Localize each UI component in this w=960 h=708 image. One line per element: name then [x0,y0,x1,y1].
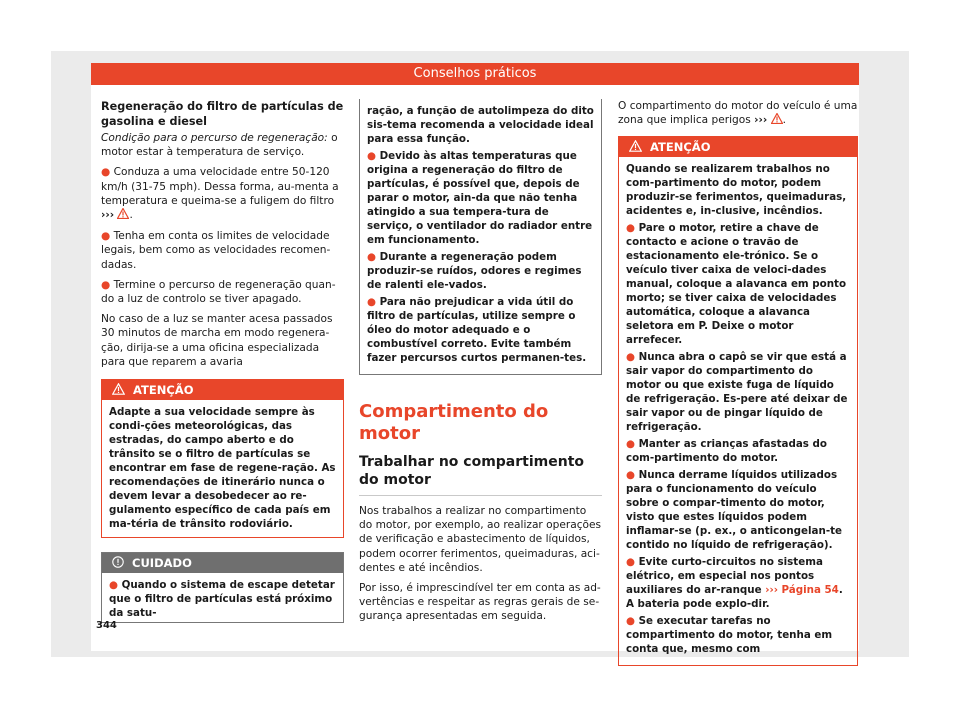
chapter-header: Conselhos práticos [91,63,859,85]
warning-header [619,137,857,157]
caution-bullet-text: Devido às altas temperaturas que origina a regeneração do filtro de partículas, é possível que, depois de parar o motor, ain-da que não tenha atingido a sua tempera-tura de serviço, o ventilador do radiador entre em funcionamento. [367,150,593,246]
warning-triangle-icon [629,138,642,158]
bullet-item: ● Termine o percurso de regeneração quan-do a luz de controlo se tiver apagado. [101,278,336,306]
warning-bullet: ● Nunca derrame líquidos utilizados para o funcionamento do veículo sobre o compar-timento do motor, visto que estes líquidos podem inflamar-se (p. ex., o anticongelan-te contido no líquido de refrigeração). [626,469,843,552]
warning-bullet-text: Evite curto-circuitos no sistema elétrico, em especial nos pontos auxiliares do ar-ranque [626,556,823,597]
caution-bullet-text: Para não prejudicar a vida útil do filtro de partículas, utilize sempre o óleo do motor adequado e o combustível correto. Evite também fazer percursos curtos permanen-tes. [367,296,587,364]
warning-body: Adapte a sua velocidade sempre às condi-ções meteorológicas, das estradas, do campo aberto e do trânsito se o filtro de partículas se encontrar em fase de regene-ração. As recomendações de itinerário nunca o devem levar a desobedecer ao re-gulamento específico de cada país em ma-téria de trânsito rodoviário. [109,406,336,531]
reference-arrows[interactable]: ››› [754,114,768,127]
caution-text: Quando o sistema de escape detetar que o filtro de partículas está próximo da satu- [109,579,335,620]
column-3 [618,99,858,666]
warning-intro: Quando se realizarem trabalhos no com-partimento do motor, podem produzir-se ferimentos, queimaduras, acidentes e, in-clusive, incêndios. [626,163,847,218]
warning-box [101,379,344,538]
warning-bullet: ● Evite curto-circuitos no sistema elétrico, em especial nos pontos auxiliares do ar-ranque ››› Página 54. A bateria pode explo-dir. [626,556,843,611]
page-reference-link[interactable]: ››› Página 54 [765,584,839,597]
bullet-item: ● Tenha em conta os limites de velocidade legais, bem como as velocidades recomen-dadas. [101,230,331,271]
warning-title: ATENÇÃO [133,383,194,398]
warning-bullet-text: Nunca derrame líquidos utilizados para o funcionamento do veículo sobre o compar-timento do motor, visto que estes líquidos podem inflamar-se (p. ex., o anticongelan-te contido no líquido de refrigeração). [626,469,843,552]
warning-header [102,380,343,400]
caution-header [102,553,343,573]
warning-bullet-text: Nunca abra o capô se vir que está a sair vapor do compartimento do motor ou que existe fuga de líquido de refrigeração. Es-pere até deixar de sair vapor ou de pingar líquido de refrigeração. [626,351,848,434]
page-number: 344 [96,620,117,631]
warning-triangle-icon [112,381,125,401]
warning-bullet: ● Nunca abra o capô se vir que está a sair vapor do compartimento do motor ou que existe fuga de líquido de refrigeração. Es-pere até deixar de sair vapor ou de pingar líquido de refrigeração. [626,351,848,434]
caution-body-continued [360,99,601,374]
caution-box [101,552,344,623]
section-heading: Regeneração do filtro de partículas de gasolina e diesel [101,100,344,128]
warning-bullet-text: Pare o motor, retire a chave de contacto e acione o travão de estacionamento ele-trónico. Se o veículo tiver caixa de veloci-dades manual, coloque a alavanca em ponto morto; se tiver caixa de velocidades automática, coloque a alavanca seletora em P. Deixe o motor arrefecer. [626,222,847,347]
bullet-text: Conduza a uma velocidade entre 50-120 km/h (31-75 mph). Dessa forma, au-menta a temperatura e queima-se a fuligem do filtro [101,166,339,207]
warning-triangle-icon [771,113,783,128]
info-circle-icon [112,554,124,574]
column-2 [359,103,602,630]
intro-paragraph [101,131,344,159]
warning-title: ATENÇÃO [650,140,711,155]
caution-bullet: ● Devido às altas temperaturas que origina a regeneração do filtro de partículas, é possível que, depois de parar o motor, ain-da que não tenha atingido a sua tempera-tura de serviço, o ventilador do radiador entre em funcionamento. [367,150,593,246]
body-paragraph: No caso de a luz se manter acesa passados 30 minutos de marcha em modo regenera-ção, dirija-se a uma oficina especializada para que reparem a avaria [101,313,333,368]
bullet-item: ● Conduza a uma velocidade entre 50-120 km/h (31-75 mph). Dessa forma, au-menta a temperatura e queima-se a fuligem do filtro ››› . [101,165,344,223]
caution-title: CUIDADO [132,556,192,571]
bullet-text: Termine o percurso de regeneração quan-do a luz de controlo se tiver apagado. [101,278,336,306]
caution-bullet: ● Para não prejudicar a vida útil do filtro de partículas, utilize sempre o óleo do motor adequado e o combustível correto. Evite também fazer percursos curtos permanen-tes. [367,296,587,364]
intro-italic: Condição para o percurso de regeneração: [101,132,328,144]
caution-bullet-text: Durante a regeneração podem produzir-se ruídos, odores e regimes de ralenti ele-vados. [367,251,582,291]
warning-bullet-text: Manter as crianças afastadas do com-partimento do motor. [626,438,827,465]
warning-bullet: ● Manter as crianças afastadas do com-partimento do motor. [626,438,827,465]
caution-box-continued [359,99,602,375]
subsection-title: Trabalhar no compartimento do motor [359,453,602,496]
body-paragraph: Nos trabalhos a realizar no compartimento do motor, por exemplo, ao realizar operações de verificação e abastecimento de líquidos, podem ocorrer ferimentos, queimaduras, aci-dentes e até incêndios. [359,505,602,574]
warning-triangle-icon [117,208,129,223]
intro-rest: o motor estar à temperatura de serviço. [101,132,338,159]
warning-body [619,157,857,665]
warning-bullet: ● Se executar tarefas no compartimento do motor, tenha em conta que, mesmo com [626,615,833,656]
intro-text: O compartimento do motor do veículo é uma zona que implica perigos [618,100,858,127]
intro-paragraph: O compartimento do motor do veículo é uma zona que implica perigos ››› . [618,99,858,128]
column-1 [101,99,344,623]
warning-bullet-text: Se executar tarefas no compartimento do motor, tenha em conta que, mesmo com [626,615,833,656]
caution-bullet: ● Durante a regeneração podem produzir-se ruídos, odores e regimes de ralenti ele-vados. [367,251,582,291]
warning-bullet: ● Pare o motor, retire a chave de contacto e acione o travão de estacionamento ele-trónico. Se o veículo tiver caixa de veloci-dades manual, coloque a alavanca em ponto morto; se tiver caixa de velocidades automática, coloque a alavanca seletora em P. Deixe o motor arrefecer. [626,222,847,347]
warning-bullet-text: . A bateria pode explo-dir. [626,584,843,611]
body-paragraph: Por isso, é imprescindível ter em conta as ad-vertências e respeitar as regras gerais de se-gurança apresentadas em seguida. [359,582,601,623]
warning-box [618,136,858,666]
bullet-text: Tenha em conta os limites de velocidade legais, bem como as velocidades recomen-dadas. [101,230,331,271]
caution-continued-text: ração, a função de autolimpeza do dito sis-tema recomenda a velocidade ideal para essa função. [367,105,594,145]
section-title: Compartimento do motor [359,401,549,444]
reference-arrows[interactable]: ››› [101,209,115,222]
caution-body: ● Quando o sistema de escape detetar que o filtro de partículas está próximo da satu- [109,579,335,620]
